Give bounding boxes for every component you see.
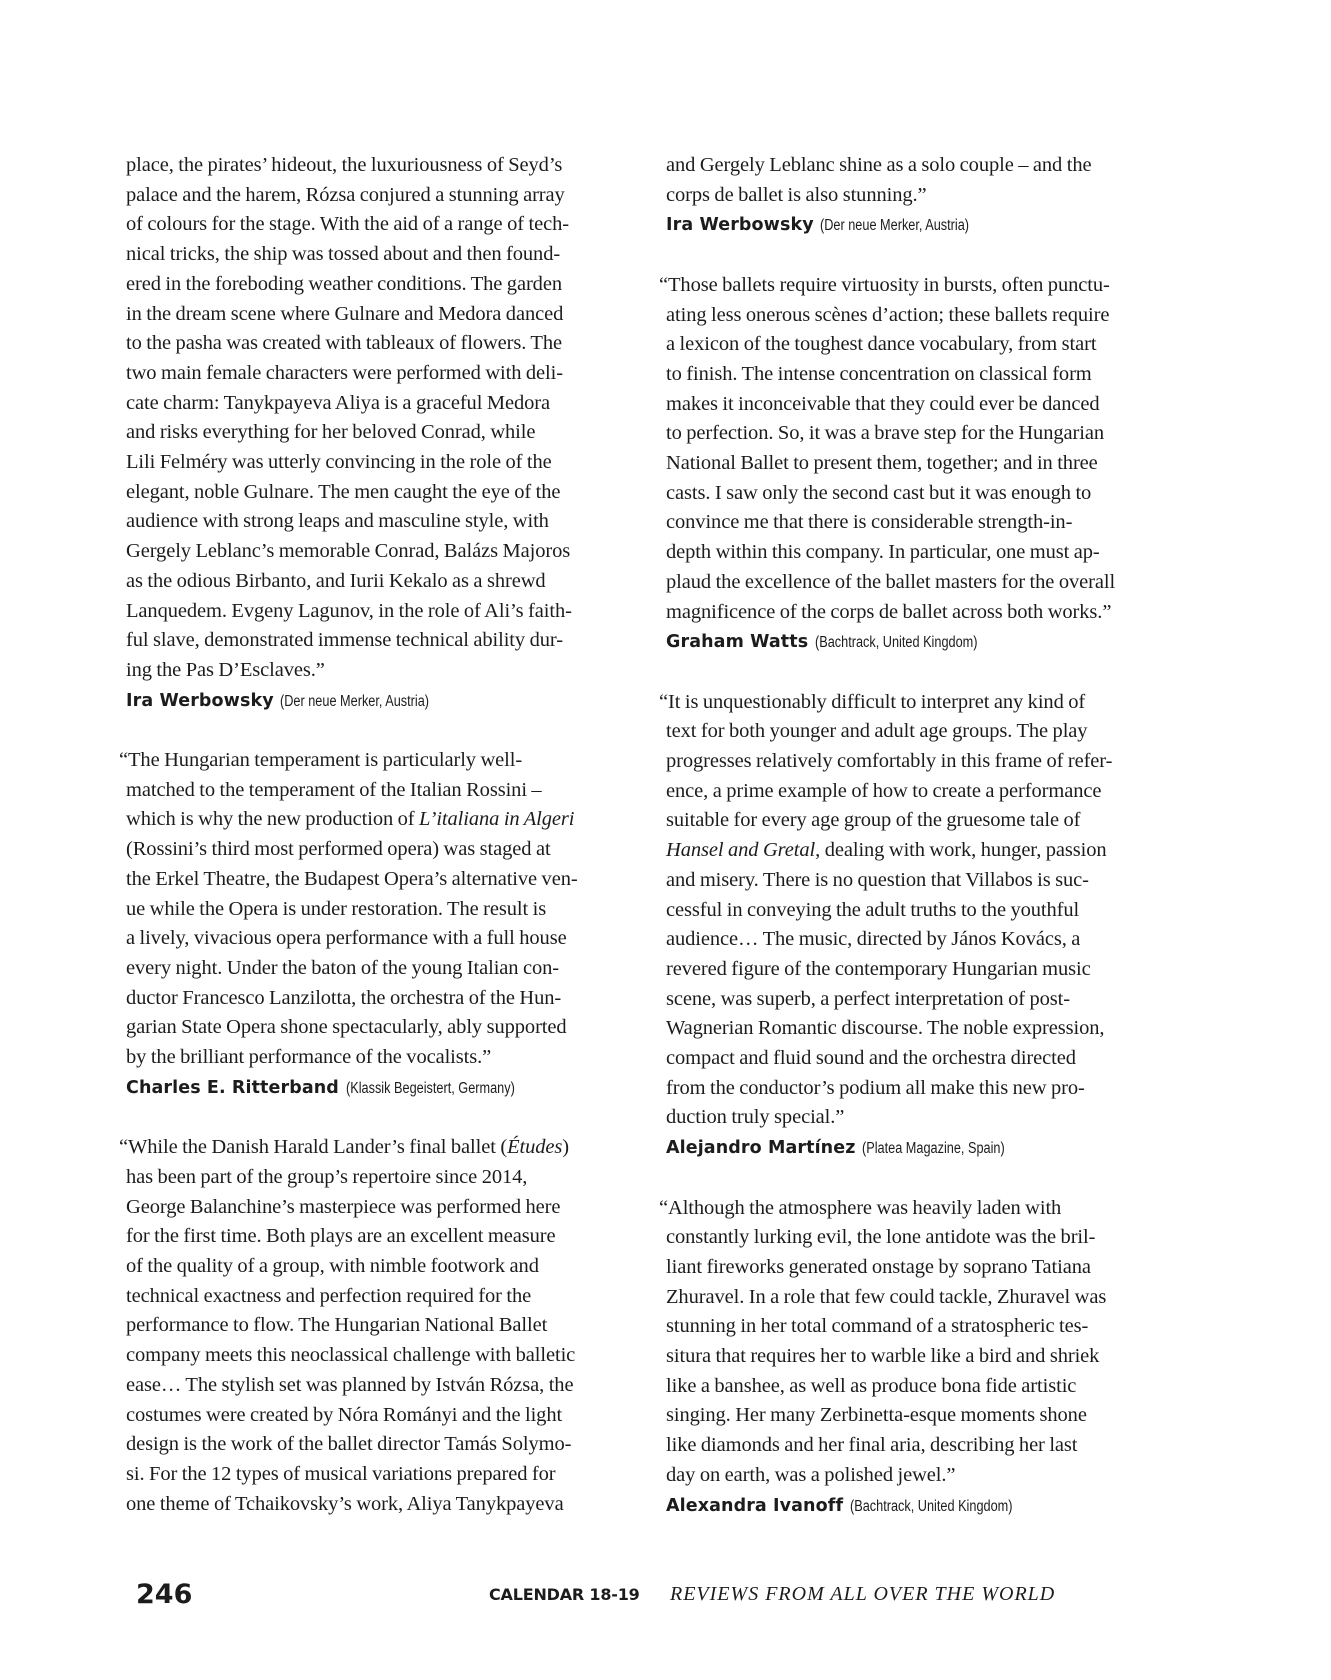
calendar-label: CALENDAR 18-19 [489, 1585, 640, 1604]
review-paragraph: place, the pirates’ hideout, the luxuriousness of Seyd’s palace and the harem, Rózsa conjured a stunning array of colours for the stage. With the aid of a range of tech- nical tricks, the ship was tossed about and then found- ered in the foreboding weather conditions. The garden in the dream scene where Gulnare and Medora danced to the pasha was created with tableaux of flowers. The two main female characters were performed with deli- cate charm: Tanykpayeva Aliya is a graceful Medora and risks everything for her beloved Conrad, while Lili Felméry was utterly convincing in the role of the elegant, noble Gulnare. The men caught the eye of the audience with strong leaps and masculine style, with Gergely Leblanc’s memorable Conrad, Balázs Majoros as the odious Birbanto, and Iurii Kekalo as a shrewd Lanquedem. Evgeny Lagunov, in the role of Ali’s faith- ful slave, demonstrated immense technical ability dur- ing the Pas D’Esclaves.” [126, 154, 572, 681]
reviewer-name: Ira Werbowsky [666, 215, 814, 236]
review-paragraph [659, 688, 1166, 1134]
review-signature [666, 210, 1166, 241]
review-signature [126, 686, 626, 717]
review-text: “While the Danish Harald Lander’s final ballet ( [119, 1136, 508, 1159]
review-signature [666, 627, 1166, 658]
review-signature [666, 1133, 1166, 1164]
review-text: dealing with work, hunger, passion and misery. There is no question that Villabos is suc- cessful in conveying the adult truths to the youthful audience… The music, directed by János Kovács, a revered figure of the contemporary Hungarian music scene, was superb, a perfect interpretation of post- Wagnerian Romantic discourse. The noble expression, compact and fluid sound and the orchestra directed from the conductor’s podium all make this new pro- duction truly special.” [666, 839, 1107, 1129]
review-source: (Platea Magazine, Spain) [862, 1140, 1005, 1158]
review-source: (Klassik Begeistert, Germany) [345, 1079, 515, 1097]
review-source: (Bachtrack, United Kingdom) [814, 634, 978, 652]
review-paragraph [119, 1133, 626, 1519]
review-source: (Der neue Merker, Austria) [280, 692, 430, 710]
page-footer [0, 1579, 1331, 1619]
review-text: ) has been part of the group’s repertoire since 2014, George Balanchine’s masterpiece was performed here for the first time. Both plays are an excellent measure of the quality of a group, with nimble footwork and technical exactness and perfection required for the performance to flow. The Hungarian National Ballet company meets this neoclassical challenge with balletic ease… The stylish set was planned by István Rózsa, the costumes were created by Nóra Rományi and the light design is the work of the ballet director Tamás Solymo- si. For the 12 types of musical variations prepared for one theme of Tchaikovsky’s work, Aliya Tanykpayeva [126, 1136, 576, 1515]
page-number: 246 [136, 1579, 193, 1610]
review-signature [666, 1491, 1166, 1522]
review-signature [126, 1073, 626, 1104]
work-title: Études [507, 1136, 563, 1159]
review-paragraph: and Gergely Leblanc shine as a solo couple – and the corps de ballet is also stunning.” [666, 154, 1092, 206]
review-text: “It is unquestionably difficult to interpret any kind of text for both younger and adult age groups. The play progresses relatively comfortably in this frame of refer- ence, a prime example of how to create a performance suitable for every age group of the gruesome tale of [659, 690, 1113, 832]
reviewer-name: Ira Werbowsky [126, 690, 274, 711]
section-title: REVIEWS FROM ALL OVER THE WORLD [670, 1583, 1056, 1605]
review-source: (Bachtrack, United Kingdom) [849, 1497, 1013, 1515]
reviewer-name: Graham Watts [666, 632, 809, 653]
review-source: (Der neue Merker, Austria) [820, 217, 970, 235]
reviewer-name: Alexandra Ivanoff [666, 1495, 844, 1516]
review-paragraph: “Although the atmosphere was heavily laden with constantly lurking evil, the lone antidote was the bril- liant fireworks generated onstage by soprano Tatiana Zhuravel. In a role that few could tackle, Zhuravel was stunning in her total command of a stratospheric tes- situra that requires her to warble like a bird and shriek like a banshee, as well as produce bona fide artistic singing. Her many Zerbinetta-esque moments shone like diamonds and her final aria, describing her last day on earth, was a polished jewel.” [659, 1196, 1107, 1486]
review-text: “The Hungarian temperament is particularly well- matched to the temperament of the Italian Rossini – which is why the new production of [119, 749, 542, 831]
reviewer-name: Alejandro Martínez [666, 1138, 856, 1159]
review-paragraph: “Those ballets require virtuosity in bursts, often punctu- ating less onerous scènes d’action; these ballets require a lexicon of the toughest dance vocabulary, from start to finish. The intense concentration on classical form makes it inconceivable that they could ever be danced to perfection. So, it was a brave step for the Hungarian National Ballet to present them, together; and in three casts. I saw only the second cast but it was enough to convince me that there is considerable strength-in- depth within this company. In particular, one must ap- plaud the excellence of the ballet masters for the overall magnificence of the corps de ballet across both works.” [659, 273, 1116, 623]
right-column [659, 151, 1166, 1551]
review-text: (Rossini’s third most performed opera) was staged at the Erkel Theatre, the Budapest Opera’s alternative ven- ue while the Opera is under restoration. The result is a lively, vivacious opera performance with a full house every night. Under the baton of the young Italian con- ductor Francesco Lanzilotta, the orchestra of the Hun- garian State Opera shone spectacularly, ably supported by the brilliant performance of the vocalists.” [126, 838, 578, 1069]
work-title: L’italiana in Algeri [419, 808, 575, 831]
reviewer-name: Charles E. Ritterband [126, 1077, 339, 1098]
review-paragraph [119, 746, 626, 1073]
work-title: Hansel and Gretal, [666, 839, 821, 862]
left-column [119, 151, 626, 1519]
